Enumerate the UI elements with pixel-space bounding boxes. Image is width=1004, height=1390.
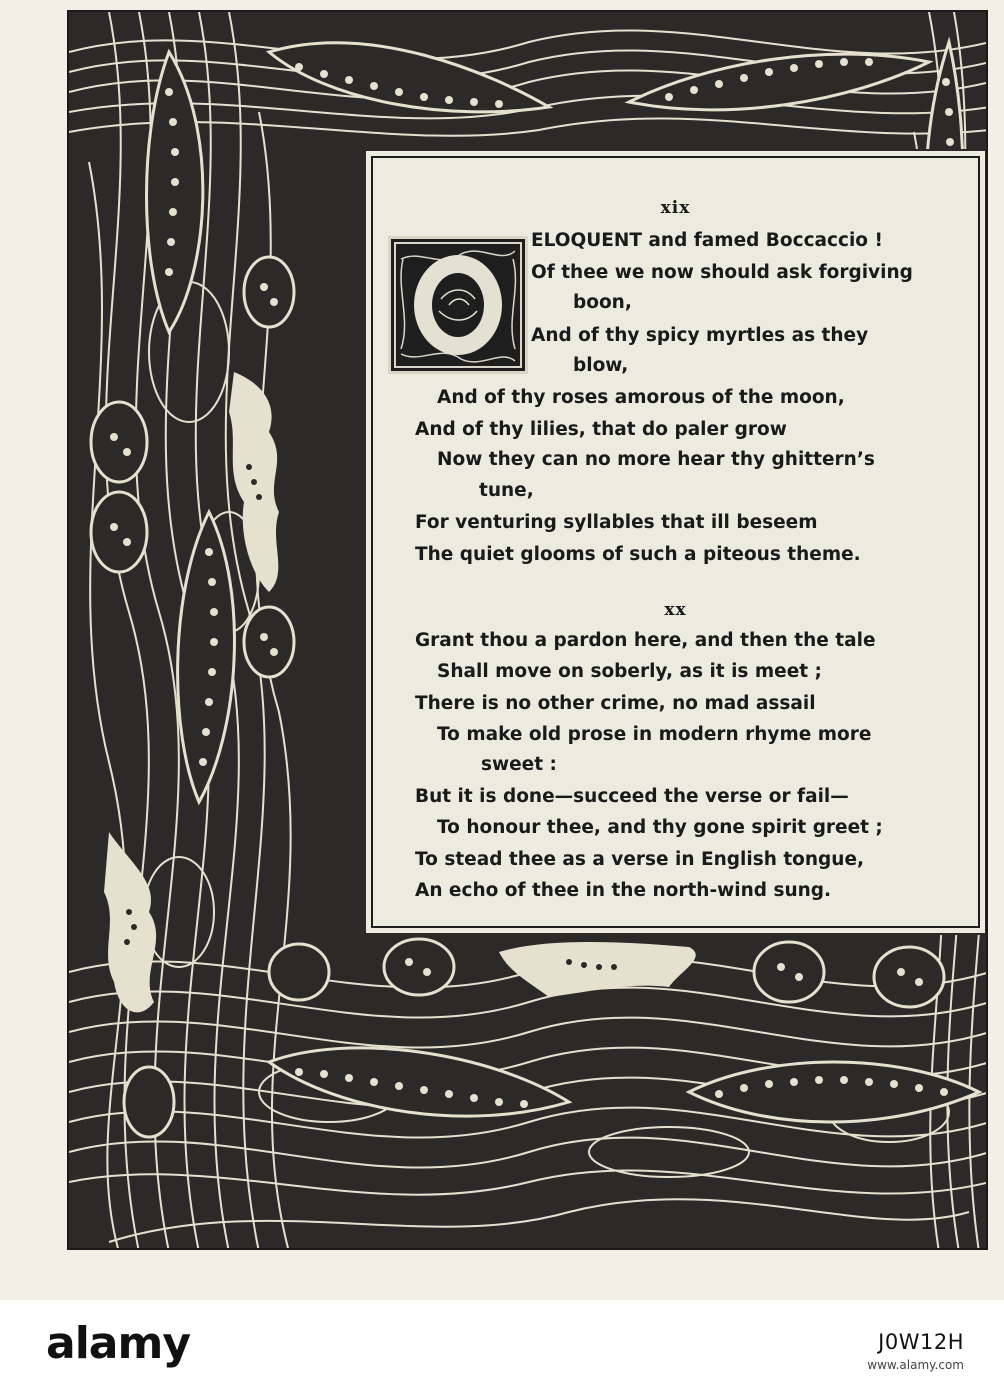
poem-line: The quiet glooms of such a piteous theme. [415, 544, 861, 565]
poem-line: For venturing syllables that ill beseem [415, 512, 818, 533]
poem-line: To stead thee as a verse in English tongue, [415, 849, 865, 870]
stanza-number-xix: xix [660, 198, 691, 218]
poem-line: To honour thee, and thy gone spirit greet ; [437, 817, 883, 838]
poem-line: But it is done—succeed the verse or fail— [415, 786, 849, 807]
poem-line: And of thy lilies, that do paler grow [415, 419, 787, 440]
poem-line: Now they can no more hear thy ghittern’s [437, 449, 875, 470]
poem-line: And of thy spicy myrtles as they [531, 325, 869, 346]
poem-line: Shall move on soberly, as it is meet ; [437, 661, 822, 682]
stock-footer [0, 1300, 1004, 1390]
poem-panel [371, 156, 980, 928]
poem-line: An echo of thee in the north-wind sung. [415, 880, 832, 901]
image-id: J0W12H [878, 1330, 964, 1354]
poem-line: ELOQUENT and famed Boccaccio ! [531, 230, 883, 251]
poem-line: tune, [479, 480, 534, 501]
poem-line: And of thy roses amorous of the moon, [437, 387, 845, 408]
poem-line: blow, [573, 355, 629, 376]
stanza-number-xx: xx [664, 600, 687, 620]
poem-line: There is no other crime, no mad assail [415, 693, 816, 714]
stock-url: www.alamy.com [867, 1358, 964, 1372]
poem-line: To make old prose in modern rhyme more [437, 724, 872, 745]
poem-line: Of thee we now should ask forgiving [531, 262, 913, 283]
poem-line: Grant thou a pardon here, and then the tale [415, 630, 876, 651]
ornamental-border [67, 10, 988, 1250]
poem-line: sweet : [481, 754, 557, 775]
drop-cap-letter-o [391, 239, 525, 371]
poem-line: boon, [573, 292, 632, 313]
illuminated-drop-cap-o [388, 236, 528, 374]
alamy-logo: alamy [46, 1318, 190, 1369]
